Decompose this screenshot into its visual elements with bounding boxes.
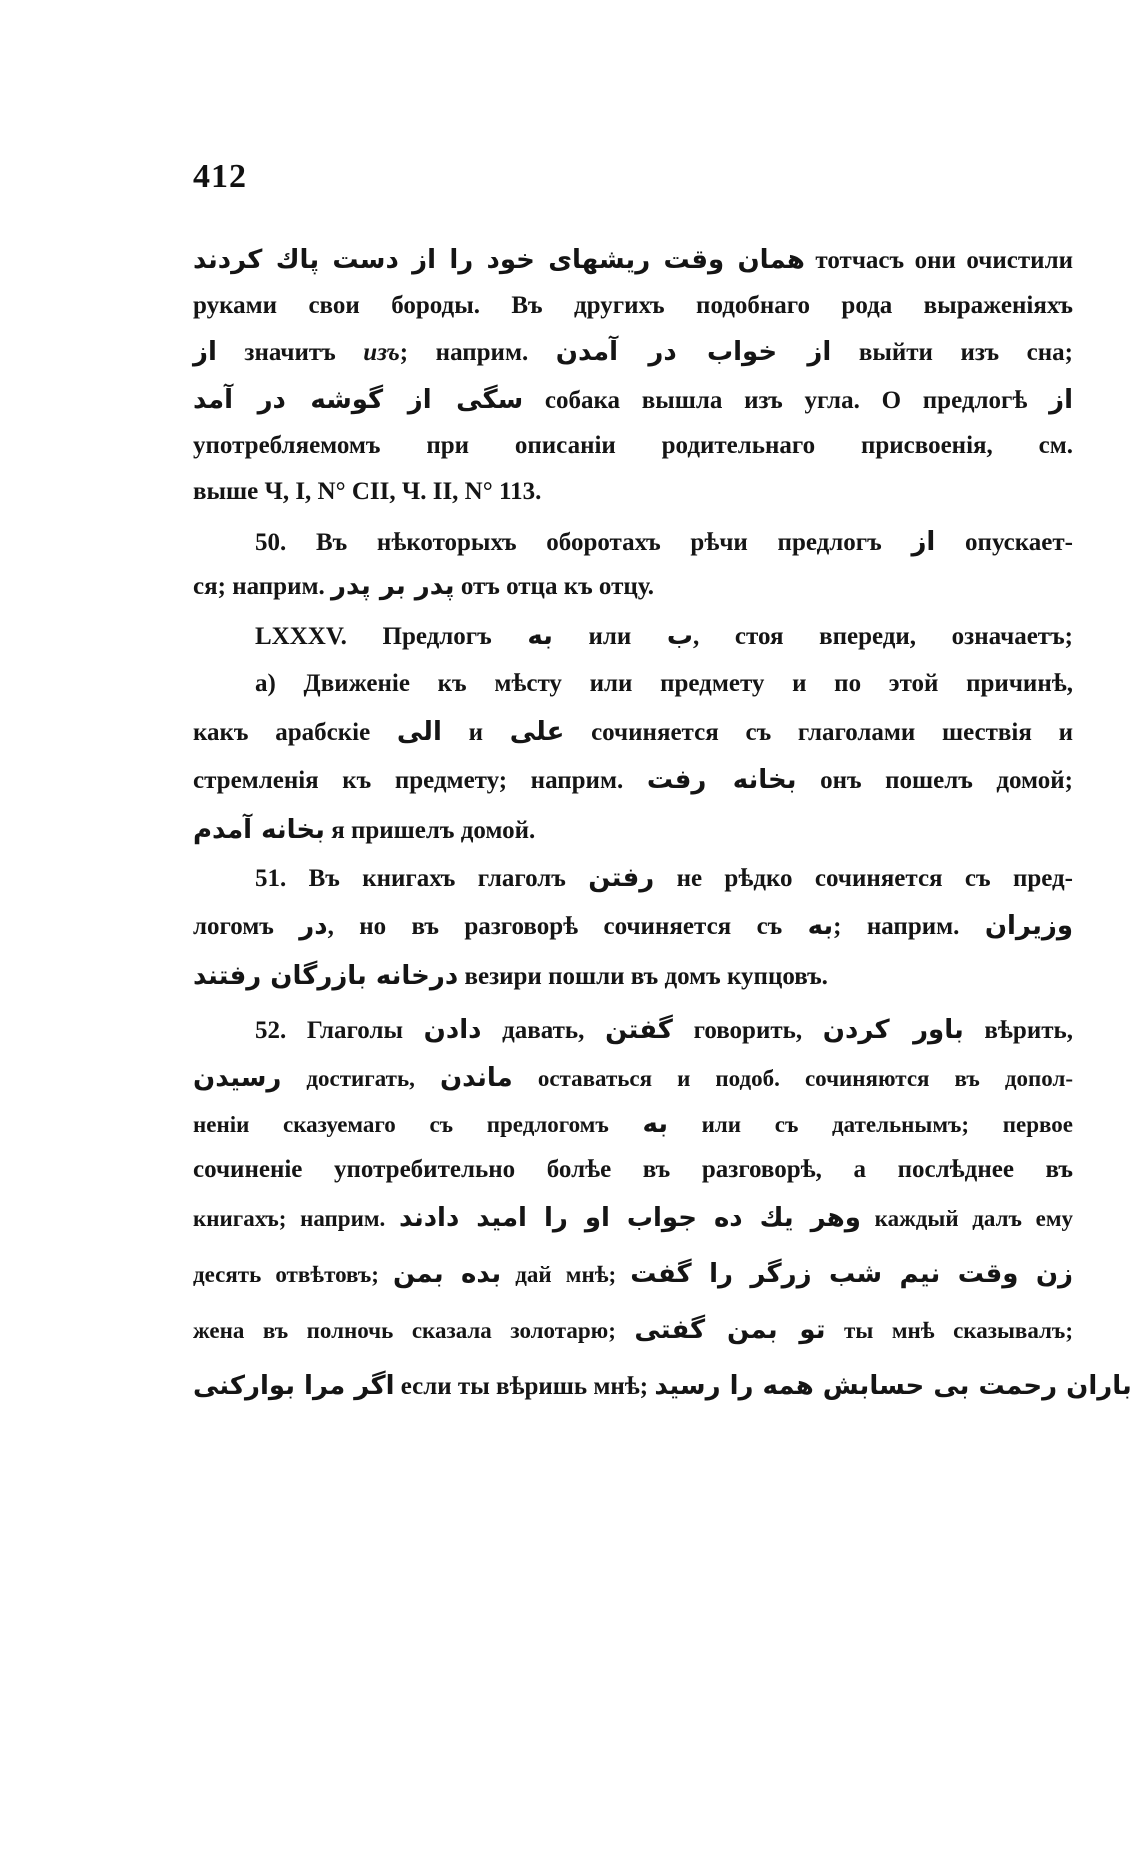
text-line — [193, 378, 1073, 423]
persian-text: بخانه آمدم — [193, 815, 325, 845]
text-line — [193, 1102, 1073, 1147]
russian-text: жена въ полночь сказала золотарю; — [193, 1318, 635, 1343]
persian-text: زن وقت نیم شب زرگر را گفت — [630, 1259, 1073, 1289]
persian-text: گفتن — [605, 1015, 673, 1045]
russian-text: достигать, — [281, 1066, 440, 1091]
text-line — [193, 424, 1073, 468]
russian-text: , стоя впереди, означаетъ; — [693, 623, 1073, 650]
russian-text: сочиняется съ глаголами шествiя и — [564, 719, 1074, 746]
russian-text: оставаться и подоб. сочиняются въ допол- — [512, 1066, 1074, 1091]
text-line — [193, 1308, 1073, 1353]
text-line — [193, 614, 1073, 659]
russian-text: ненiи сказуемаго съ предлогомъ — [193, 1112, 643, 1137]
text-line — [193, 710, 1073, 755]
persian-text: باور كردن — [822, 1015, 964, 1045]
text-line — [193, 564, 1073, 609]
russian-text: 52. Глаголы — [255, 1017, 424, 1044]
persian-text: درخانه بازرگان رفتند — [193, 961, 459, 991]
persian-text: از — [193, 337, 217, 367]
persian-text: در — [299, 911, 328, 941]
persian-text: از — [911, 527, 936, 557]
russian-text: или — [552, 623, 667, 650]
text-line — [193, 1364, 1132, 1409]
russian-text: стремленiя къ предмету; наприм. — [193, 767, 647, 794]
persian-text: به — [527, 621, 553, 651]
text-line — [193, 808, 1073, 853]
persian-text: وهر یك ده جواب او را امید دادند — [398, 1203, 861, 1233]
russian-text: выше Ч, I, N° CII, Ч. II, N° 113. — [193, 478, 542, 505]
russian-text: изъ — [363, 339, 400, 366]
persian-text: بده بمن — [393, 1259, 502, 1289]
russian-text: какъ арабскiе — [193, 719, 397, 746]
russian-text: 50. Въ нѣкоторыхъ оборотахъ рѣчи предлогъ — [255, 529, 912, 556]
russian-text: опускает- — [935, 529, 1073, 556]
russian-text: сочиненiе употребительно болѣе въ разговорѣ, а послѣднее въ — [193, 1156, 1073, 1183]
russian-text: я пришелъ домой. — [324, 817, 536, 844]
text-line — [193, 1252, 1073, 1297]
text-line — [193, 662, 1073, 706]
text-line — [193, 856, 1073, 901]
text-line — [193, 1008, 1073, 1053]
russian-text: или съ дательнымъ; первое — [667, 1112, 1073, 1137]
text-line — [193, 904, 1073, 949]
persian-text: سگی از گوشه در آمد — [193, 385, 524, 415]
persian-text: پدر بر پدر — [331, 571, 455, 601]
russian-text: не рѣдко сочиняется съ пред- — [654, 865, 1073, 892]
text-line — [193, 238, 1073, 283]
text-line — [193, 1196, 1073, 1241]
page-number: 412 — [193, 158, 247, 195]
persian-text: على — [509, 717, 565, 747]
russian-text: онъ пошелъ домой; — [796, 767, 1073, 794]
russian-text: вѣрить, — [963, 1017, 1073, 1044]
russian-text: и — [441, 719, 510, 746]
text-line — [193, 470, 1073, 514]
text-line — [193, 758, 1073, 803]
russian-text: если ты вѣришь мнѣ; — [394, 1373, 655, 1400]
russian-text: каждый далъ ему — [860, 1206, 1073, 1231]
persian-text: به — [807, 911, 834, 941]
russian-text: давать, — [481, 1017, 606, 1044]
persian-text: وزیران — [984, 911, 1073, 941]
persian-text: دادن — [423, 1015, 482, 1045]
text-line — [193, 1148, 1073, 1192]
persian-text: رفتن — [588, 863, 655, 893]
text-line — [193, 330, 1073, 375]
russian-text: собака вышла изъ угла. О предлогѣ — [523, 387, 1050, 414]
persian-text: ماندن — [439, 1063, 513, 1093]
persian-text: از خواب در آمدن — [555, 337, 832, 367]
persian-text: بخانه رفت — [646, 765, 797, 795]
persian-text: باران رحمت بی حسابش همه را رسید — [654, 1371, 1132, 1401]
persian-text: به — [642, 1109, 668, 1139]
russian-text: 51. Въ книгахъ глаголъ — [255, 865, 589, 892]
russian-text: LXXXV. Предлогъ — [255, 623, 528, 650]
russian-text: тотчасъ они очистили — [804, 247, 1073, 274]
russian-text: а) Движенiе къ мѣсту или предмету и по этой причинѣ, — [255, 670, 1073, 697]
russian-text: говорить, — [672, 1017, 823, 1044]
russian-text: ты мнѣ сказывалъ; — [825, 1318, 1073, 1343]
russian-text: употребляемомъ при описанiи родительнаго присвоенiя, см. — [193, 432, 1073, 459]
persian-text: از — [1049, 385, 1073, 415]
persian-text: همان وقت ریشهای خود را از دست پاك كردند — [193, 245, 805, 275]
persian-text: اگر مرا بوارکنی — [193, 1371, 395, 1401]
text-line — [193, 520, 1073, 565]
russian-text: везири пошли въ домъ купцовъ. — [458, 963, 828, 990]
persian-text: الى — [396, 717, 442, 747]
persian-text: رسیدن — [193, 1063, 282, 1093]
russian-text: дай мнѣ; — [501, 1262, 631, 1287]
persian-text: ب — [666, 621, 694, 651]
persian-text: تو بمن گفتی — [634, 1315, 826, 1345]
russian-text: , но въ разговорѣ сочиняется съ — [327, 913, 808, 940]
russian-text: отъ отца къ отцу. — [454, 573, 655, 600]
text-line — [193, 954, 1073, 999]
russian-text: ся; наприм. — [193, 573, 332, 600]
text-line — [193, 284, 1073, 328]
russian-text: значитъ — [216, 339, 364, 366]
text-line — [193, 1056, 1073, 1101]
russian-text: книгахъ; наприм. — [193, 1206, 399, 1231]
russian-text: выйти изъ сна; — [831, 339, 1073, 366]
russian-text: логомъ — [193, 913, 300, 940]
russian-text: руками свои бороды. Въ другихъ подобнаго рода выраженiяхъ — [193, 292, 1073, 319]
russian-text: ; наприм. — [399, 339, 556, 366]
russian-text: десять отвѣтовъ; — [193, 1262, 394, 1287]
russian-text: ; наприм. — [833, 913, 985, 940]
